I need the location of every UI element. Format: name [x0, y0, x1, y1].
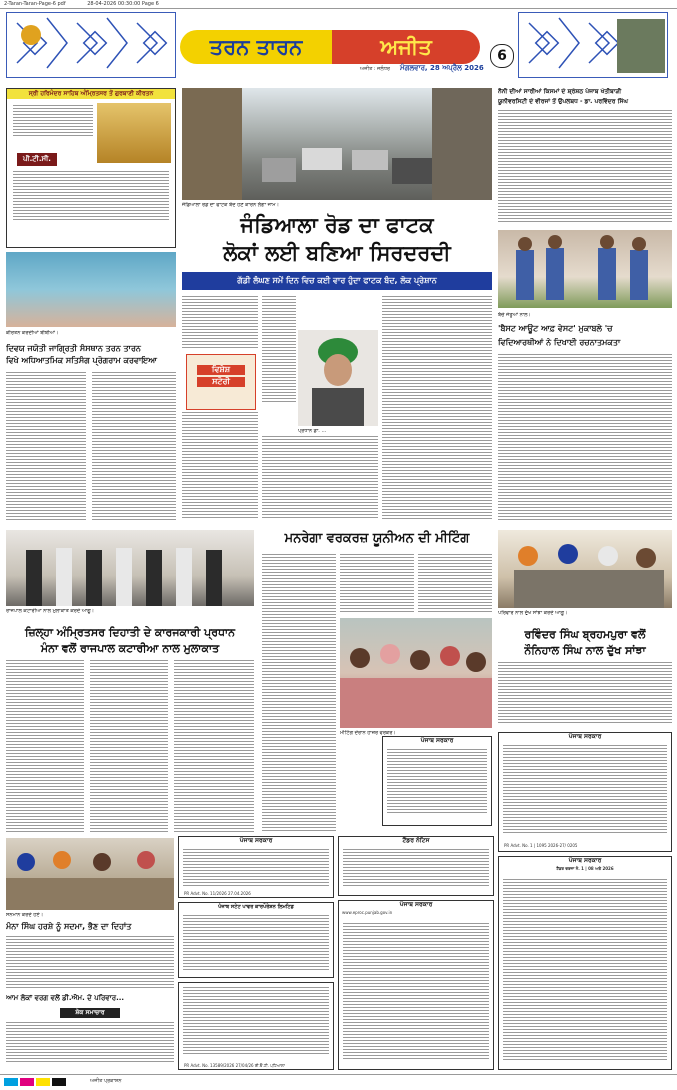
- shok-notice: ਸ਼ੋਕ ਸਮਾਚਾਰ: [60, 1008, 120, 1018]
- ad-right-2-date: ਟੈਂਡਰ ਦਰਜਾ ਨੰ. 1 | 08 ਅਤੇ 2026: [556, 866, 614, 871]
- students-photo: [498, 230, 672, 308]
- ad-middle-1: [178, 836, 334, 898]
- ornament-pattern: [7, 13, 176, 78]
- main-photo-caption: ਜੰਡਿਆਲਾ ਰੋਡ ਦਾ ਫਾਟਕ ਬੰਦ ਹੋਣ ਕਾਰਨ ਲੱਗਾ ਜਾਮ।: [182, 202, 279, 208]
- condolence-caption: ਪਰਿਵਾਰ ਨਾਲ ਦੁੱਖ ਸਾਂਝਾ ਕਰਦੇ ਆਗੂ।: [498, 610, 568, 616]
- left-mid-body-3: [174, 660, 254, 836]
- ad-middle-3-text: [183, 987, 329, 1057]
- ad-right-ref: PR Advt. No. 1 | 1095 2026-27/ 0205: [504, 843, 578, 848]
- meeting-photo: [6, 838, 174, 910]
- masthead-title-right: ਅਜੀਤ: [332, 30, 480, 64]
- slug-time: 28-04-2026 00:30:00 Page 6: [87, 1, 159, 7]
- ad-tender-1-title: ਟੈਂਡਰ ਨੋਟਿਸ: [402, 837, 430, 844]
- jandiala-road-photo: [182, 88, 492, 200]
- mnrega-body-3: [418, 554, 492, 614]
- main-story-col-2b: [262, 436, 378, 522]
- page-number: 6: [490, 44, 514, 68]
- special-story-badge: [186, 354, 256, 410]
- right-top-headline-1: ਨੈਨੀ ਦੀਆਂ ਸਾਰੀਆਂ ਕਿਸਮਾਂ ਦੇ ਸ਼੍ਰੇਸ਼ਠ ਪੰਜਾਬ ਖੇਤੀਬਾੜੀ: [498, 88, 622, 95]
- condolence-figures: [498, 530, 672, 608]
- top-slug: [0, 0, 677, 9]
- ad-right-2-title: ਪੰਜਾਬ ਸਰਕਾਰ: [568, 857, 602, 864]
- ad-right-2-text: [503, 879, 667, 1063]
- condolence-photo: [498, 530, 672, 608]
- portrait-photo: [298, 330, 378, 426]
- main-headline-2: ਲੋਕਾਂ ਲਈ ਬਣਿਆ ਸਿਰਦਰਦੀ: [223, 241, 451, 265]
- ad-middle-3-ref: PR Advt. No. 13589/2026 27/04/26 ਈ.ਓ.ਟੀ. ਪਟਿਆਲਾ: [184, 1063, 285, 1068]
- color-registration-bar: [4, 1075, 164, 1089]
- ad-middle-1-ref: PR Advt. No. 11/2026 27.04.2026: [184, 891, 251, 896]
- masthead-left-ornament: [6, 12, 176, 78]
- badge-line-1: ਵਿਸ਼ੇਸ਼: [197, 365, 245, 375]
- ad-tender-1-text: [343, 849, 489, 889]
- golden-temple-photo: [97, 103, 171, 163]
- left-ad-header: ਸ੍ਰੀ ਹਰਿਮੰਦਰ ਸਾਹਿਬ ਅੰਮ੍ਰਿਤਸਰ ਤੋਂ ਗੁਰਬਾਣੀ ਕੀਰਤਨ: [7, 89, 175, 99]
- delegation-photo: [6, 530, 254, 606]
- ad-middle-3: [178, 982, 334, 1070]
- bottom-left-body: [6, 936, 174, 990]
- masthead-subtitle: ਅਜੀਤ : ਜਲੰਧਰ: [360, 66, 391, 72]
- ad-middle-2: [178, 902, 334, 978]
- ad-right-2: [498, 856, 672, 1070]
- ad-tender-1: [338, 836, 494, 896]
- right-top-body: [498, 110, 672, 226]
- masthead-title-block: [180, 30, 480, 64]
- meeting-figures: [6, 838, 174, 910]
- right-mid-headline-2: ਵਿਦਿਆਰਥੀਆਂ ਨੇ ਦਿਖਾਈ ਰਚਨਾਤਮਕਤਾ: [498, 338, 621, 347]
- kirtan-photo-caption: ਕੀਰਤਨ ਕਰਦੀਆਂ ਬੀਬੀਆਂ।: [6, 330, 59, 336]
- left-mid-body-1: [6, 660, 84, 836]
- main-headline-1: ਜੰਡਿਆਲਾ ਰੋਡ ਦਾ ਫਾਟਕ: [240, 213, 434, 237]
- ad-tender-2-text: [343, 923, 489, 1063]
- mnrega-photo: [340, 618, 492, 728]
- ad-middle-2-title: ਪੰਜਾਬ ਸਟੇਟ ਪਾਵਰ ਕਾਰਪੋਰੇਸ਼ਨ ਲਿਮਟਿਡ: [218, 904, 294, 910]
- masthead-date: ਮੰਗਲਵਾਰ, 28 ਅਪ੍ਰੈਲ 2026: [400, 64, 484, 72]
- slug-file: 2-Taran-Taran-Page-6 pdf: [4, 1, 66, 7]
- meeting-caption: ਸਨਮਾਨ ਕਰਦੇ ਹੋਏ।: [6, 912, 44, 918]
- ad-middle-2-text: [183, 915, 329, 973]
- ad-right-text: [503, 745, 667, 835]
- left-mid-headline-2: ਮੰਨਾ ਵਲੋਂ ਰਾਜਪਾਲ ਕਟਾਰੀਆ ਨਾਲ ਮੁਲਾਕਾਤ: [40, 642, 220, 655]
- mnrega-caption: ਮੀਟਿੰਗ ਦੌਰਾਨ ਹਾਜ਼ਰ ਵਰਕਰ।: [340, 730, 396, 736]
- main-story-col-3: [382, 296, 492, 522]
- left-story-body: [6, 372, 86, 522]
- main-story-col-1b: [182, 412, 258, 522]
- ornament-pattern-right: [519, 13, 668, 78]
- ad-1-text: [387, 749, 487, 819]
- left-ad-list: [13, 171, 169, 241]
- golden-temple-icon: [21, 25, 41, 45]
- students-caption: ਬੱਚੇ ਜੇਤੂਆਂ ਨਾਲ।: [498, 312, 531, 318]
- ad-middle-1-title: ਪੰਜਾਬ ਸਰਕਾਰ: [239, 837, 273, 844]
- masthead-right-ornament: [518, 12, 668, 78]
- left-story-body-2: [92, 372, 176, 522]
- ad-punjab-sarkar-1: [382, 736, 492, 826]
- students-figures: [498, 230, 672, 308]
- mnrega-crowd: [340, 618, 492, 728]
- left-mid-headline-1: ਜ਼ਿਲ੍ਹਾ ਅੰਮ੍ਰਿਤਸਰ ਦਿਹਾਤੀ ਦੇ ਕਾਰਜਕਾਰੀ ਪ੍ਰਧਾਨ: [24, 626, 236, 639]
- ad-tender-2-url: www.eproc.punjab.gov.in: [342, 910, 393, 915]
- footer-credit: ਅਜੀਤ ਪ੍ਰਕਾਸ਼ਨ: [90, 1078, 122, 1084]
- right-story-body: [498, 662, 672, 726]
- left-ad-text: [13, 105, 93, 149]
- main-story-col-1: [182, 296, 258, 352]
- ad-tender-2-title: ਪੰਜਾਬ ਸਰਕਾਰ: [399, 901, 433, 908]
- shok-body: [6, 1022, 174, 1064]
- left-top-ad: [6, 88, 176, 248]
- right-story-headline-2: ਨੌਨਿਹਾਲ ਸਿੰਘ ਨਾਲ ਦੁੱਖ ਸਾਂਝਾ: [524, 644, 646, 657]
- ad-middle-1-text: [183, 849, 329, 889]
- masthead-title-left: ਤਰਨ ਤਾਰਨ: [180, 30, 332, 64]
- ad-punjab-sarkar-right: [498, 732, 672, 852]
- right-story-headline-1: ਰਵਿੰਦਰ ਸਿੰਘ ਬ੍ਰਹਮਪੁਰਾ ਵਲੋਂ: [524, 628, 646, 641]
- mnrega-body-1: [262, 554, 336, 834]
- traffic-scene: [182, 88, 492, 200]
- left-ad-badge: ਪੀ.ਟੀ.ਸੀ.: [17, 153, 57, 166]
- main-story-col-2: [262, 296, 296, 406]
- right-mid-headline-1: 'ਬੈਸਟ ਆਊਟ ਆਫ਼ ਵੇਸਟ' ਮੁਕਾਬਲੇ 'ਚ: [498, 324, 613, 333]
- mnrega-headline: ਮਨਰੇਗਾ ਵਰਕਰਜ਼ ਯੂਨੀਅਨ ਦੀ ਮੀਟਿੰਗ: [284, 531, 470, 546]
- left-story-headline-1: ਦਿਵਯ ਜਯੋਤੀ ਜਾਗ੍ਰਿਤੀ ਸੰਸਥਾਨ ਤਰਨ ਤਾਰਨ: [6, 344, 141, 353]
- mnrega-body-2: [340, 554, 414, 614]
- ad-right-title: ਪੰਜਾਬ ਸਰਕਾਰ: [568, 733, 602, 740]
- ad-tender-2: [338, 900, 494, 1070]
- left-mid-body-2: [90, 660, 168, 836]
- delegation-caption: ਰਾਜਪਾਲ ਕਟਾਰੀਆ ਨਾਲ ਮੁਲਾਕਾਤ ਕਰਦੇ ਆਗੂ।: [6, 608, 95, 614]
- main-banner: ਗੱਡੀ ਲੰਘਣ ਸਮੇਂ ਦਿਨ ਵਿਚ ਕਈ ਵਾਰ ਹੁੰਦਾ ਫਾਟਕ ਬੰਦ, ਲੋਕ ਪ੍ਰੇਸ਼ਾਨ: [182, 272, 492, 290]
- ad-1-title: ਪੰਜਾਬ ਸਰਕਾਰ: [420, 737, 454, 744]
- portrait-caption: ਪ੍ਰਧਾਨ ਡਾ. ...: [298, 428, 327, 434]
- bottom-left-headline: ਮੰਨਾ ਸਿੰਘ ਹਰਸ਼ੇ ਨੂੰ ਸਦਮਾ, ਭੈਣ ਦਾ ਦਿਹਾਂਤ: [6, 922, 132, 931]
- footer-bar: [0, 1074, 677, 1090]
- building-photo: [617, 19, 665, 73]
- left-story-headline-2: ਵਿਖੇ ਅਧਿਆਤਮਿਕ ਸਤਿਸੰਗ ਪ੍ਰੋਗਰਾਮ ਕਰਵਾਇਆ: [6, 356, 157, 365]
- kirtan-photo: [6, 252, 176, 327]
- bottom-left-subhead: ਆਮ ਲੋਕਾਂ ਵਰਗ ਵਲੋਂ ਡੀ.ਐਮ. ਦੇ ਪਰਿਵਾਰ...: [6, 994, 125, 1002]
- right-top-headline-2: ਯੂਨੀਵਰਸਿਟੀ ਦੇ ਵੀਰਜਾਂ ਤੋਂ ਉਪਲਬਧ - ਡਾ. ਪਰਵਿੰਦਰ ਸਿੰਘ: [498, 98, 628, 105]
- badge-line-2: ਸਟੋਰੀ: [197, 377, 245, 387]
- right-mid-body: [498, 354, 672, 522]
- portrait-figure: [298, 330, 378, 426]
- delegation-figures: [6, 530, 254, 606]
